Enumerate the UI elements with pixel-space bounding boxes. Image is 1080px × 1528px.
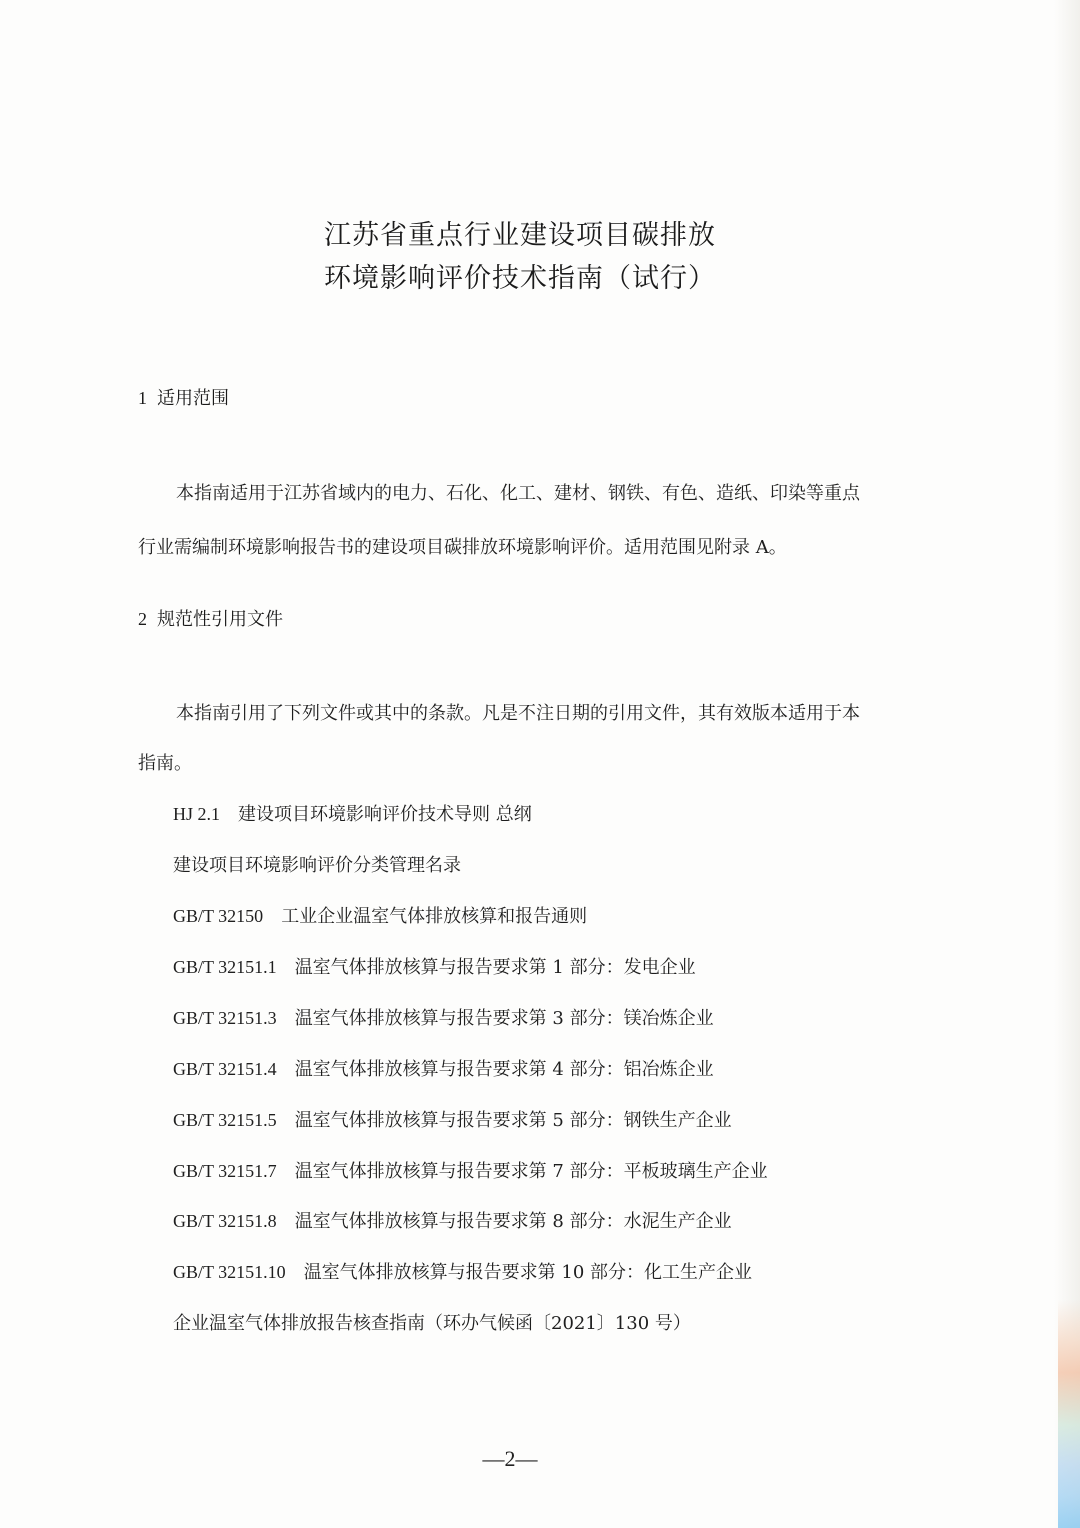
section-2-paragraph-line-2: 指南。: [138, 753, 192, 774]
reference-code: HJ 2.1: [173, 804, 221, 824]
document-title-line-1: 江苏省重点行业建设项目碳排放: [324, 220, 716, 251]
reference-title: 建设项目环境影响评价技术导则 总纲: [238, 804, 532, 825]
section-title: 规范性引用文件: [157, 609, 283, 630]
reference-item: [173, 1004, 714, 1030]
reference-title: 温室气体排放核算与报告要求第 8 部分：水泥生产企业: [294, 1211, 732, 1232]
reference-item: [173, 1207, 732, 1233]
section-title: 适用范围: [157, 388, 229, 409]
document-title-line-2: 环境影响评价技术指南（试行）: [324, 263, 716, 294]
section-1-paragraph-line-2: 行业需编制环境影响报告书的建设项目碳排放环境影响评价。适用范围见附录 A。: [138, 537, 787, 558]
reference-code: GB/T 32151.7: [173, 1161, 277, 1181]
reference-code: GB/T 32151.5: [173, 1110, 277, 1130]
reference-item: [173, 1258, 752, 1284]
reference-title: 建设项目环境影响评价分类管理名录: [173, 855, 461, 876]
section-2-paragraph-line-1: 本指南引用了下列文件或其中的条款。凡是不注日期的引用文件，其有效版本适用于本: [176, 703, 860, 724]
reference-title: 工业企业温室气体排放核算和报告通则: [281, 906, 588, 927]
reference-title: 温室气体排放核算与报告要求第 10 部分：化工生产企业: [303, 1262, 753, 1283]
reference-item: [173, 851, 461, 877]
reference-title: 温室气体排放核算与报告要求第 3 部分：镁冶炼企业: [294, 1008, 714, 1029]
reference-code: GB/T 32151.3: [173, 1008, 277, 1028]
reference-title: 企业温室气体排放报告核查指南（环办气候函〔2021〕130 号）: [173, 1313, 691, 1334]
reference-title: 温室气体排放核算与报告要求第 5 部分：钢铁生产企业: [294, 1110, 732, 1131]
reference-code: GB/T 32151.4: [173, 1059, 277, 1079]
reference-item: [173, 1157, 768, 1183]
reference-item: [173, 1309, 691, 1335]
reference-item: [173, 953, 696, 979]
reference-item: [173, 1055, 714, 1081]
reference-code: GB/T 32151.10: [173, 1262, 286, 1282]
section-number: 1: [138, 388, 147, 408]
reference-item: [173, 1106, 732, 1132]
reference-code: GB/T 32150: [173, 906, 264, 926]
reference-code: GB/T 32151.1: [173, 957, 277, 977]
reference-code: GB/T 32151.8: [173, 1211, 277, 1231]
section-number: 2: [138, 609, 147, 629]
scan-edge-shadow: [1054, 0, 1080, 1528]
reference-title: 温室气体排放核算与报告要求第 1 部分：发电企业: [294, 957, 696, 978]
scan-color-artifact: [1058, 1300, 1080, 1528]
section-2-heading: [138, 605, 283, 631]
reference-item: [173, 902, 587, 928]
section-1-heading: [138, 384, 229, 410]
section-1-paragraph-line-1: 本指南适用于江苏省域内的电力、石化、化工、建材、钢铁、有色、造纸、印染等重点: [176, 483, 860, 504]
reference-item: [173, 800, 532, 826]
reference-title: 温室气体排放核算与报告要求第 4 部分：铝冶炼企业: [294, 1059, 714, 1080]
page-number: —2—: [482, 1446, 538, 1471]
reference-title: 温室气体排放核算与报告要求第 7 部分：平板玻璃生产企业: [294, 1161, 768, 1182]
